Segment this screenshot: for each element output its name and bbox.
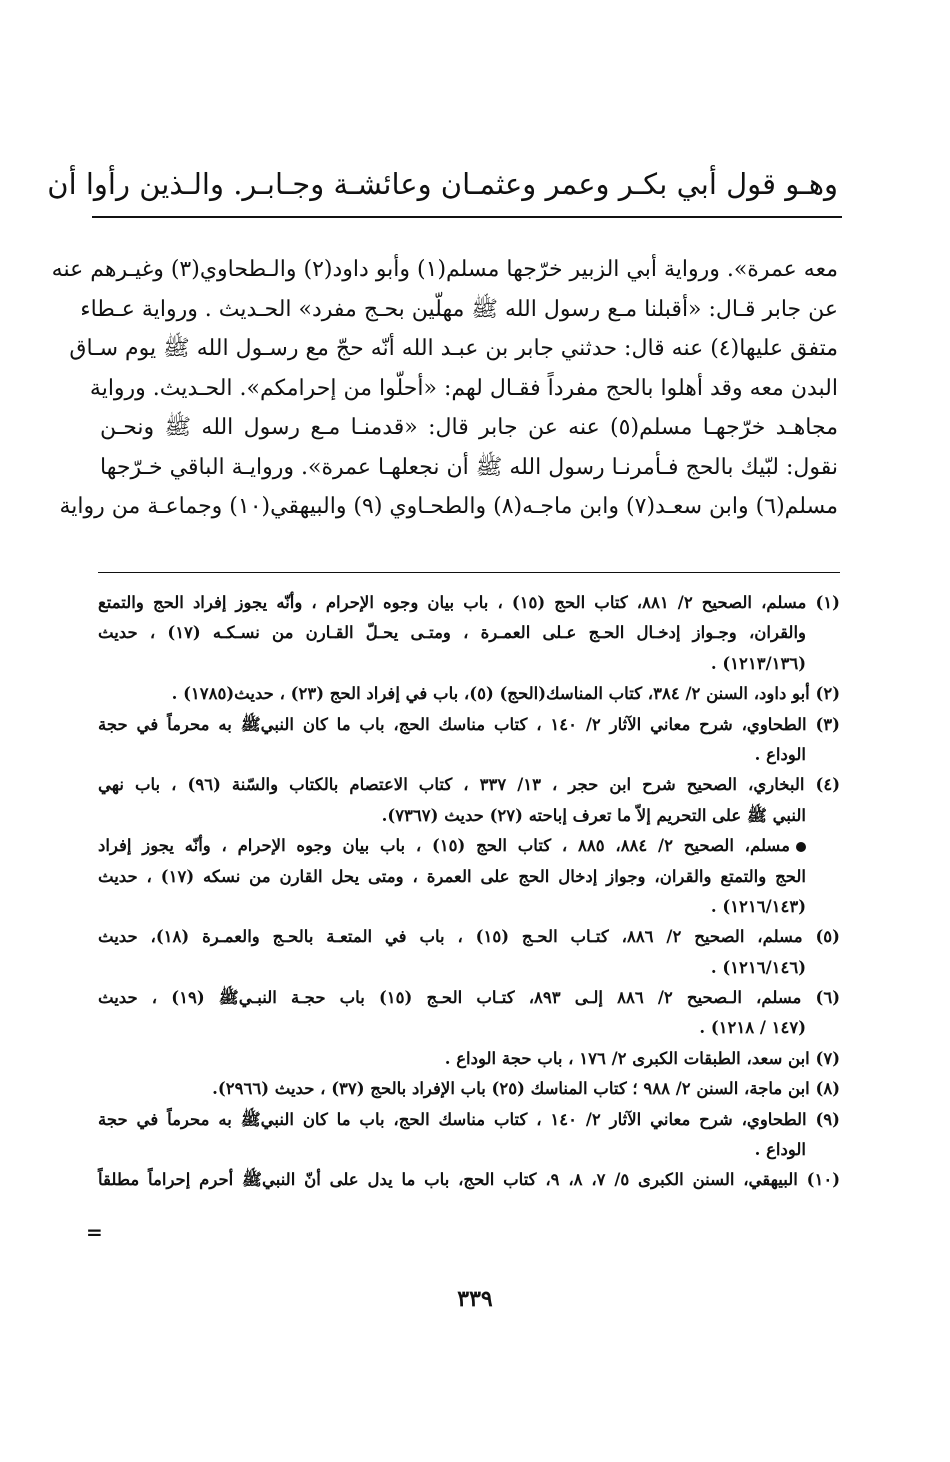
footnote-line: (١٢١٦/١٤٦) . [710, 957, 806, 977]
footnote-divider [98, 572, 840, 573]
body-line: البدن معه وقد أهلوا بالحج مفرداً فقـال لهم: «أحلّوا من إحرامكم». الحـديث. ورواية [89, 375, 838, 401]
footnote-line: (١٠) البيهقي، السنن الكبرى ٥/ ٧، ٨، ٩، كتاب الحج، باب ما يدل على أنّ النبيﷺ أحرم إحراماً مطلقاً [98, 1170, 840, 1190]
body-line: متفق عليها(٤) عنه قال: حدثني جابر بن عبـد الله أنّه حجّ مع رسـول الله ﷺ يوم سـاق [69, 336, 838, 361]
body-line: مجاهـد خرّجهـا مسلم(٥) عنه عن جابر قال: «قدمنـا مـع رسول الله ﷺ ونحـن [100, 415, 838, 440]
footnote-8 [98, 1074, 840, 1104]
footnote-line: الوداع . [754, 1140, 806, 1160]
footnote-2 [98, 679, 840, 709]
footnote-7 [98, 1044, 840, 1074]
footnote-line: (١٤٧ / ١٢١٨) . [699, 1018, 806, 1038]
body-line: مسلم(٦) وابن سعـد(٧) وابن ماجـه(٨) والطحـاوي (٩) والبيهقي(١٠) وجماعـة من رواية [59, 494, 838, 519]
footnote-line: مسلم، الصحيح ٢/ ٨٨٤، ٨٨٥ ، كتاب الحج (١٥) ، باب بيان وجوه الإحرام ، وأنّه يجوز إفراد [98, 831, 840, 861]
body-line: نقول: لبّيك بالحج فـأمرنـا رسول الله ﷺ أن نجعلهـا عمرة». وروايـة الباقي خـرّجها [100, 454, 838, 480]
header-divider [92, 216, 842, 218]
footnote-4-additional [98, 831, 840, 922]
footnote-line: (١) مسلم، الصحيح ٢/ ٨٨١، كتاب الحج (١٥) ، باب بيان وجوه الإحرام ، وأنّه يجوز إفراد الحج والتمتع [98, 593, 840, 612]
footnote-line: (١٢١٣/١٣٦) . [710, 653, 806, 673]
main-text [51, 250, 838, 527]
footnote-line: النبي ﷺ على التحريم إلاّ ما تعرف إباحته (٢٧) حديث (٧٣٦٧). [381, 805, 806, 825]
footnote-line: (٦) مسلم، الـصحيح ٢/ ٨٨٦ إلـى ٨٩٣، كتـاب الحـج (١٥) باب حجـة النبـيﷺ (١٩) ، حديث [98, 988, 841, 1008]
footnote-9 [98, 1105, 840, 1166]
body-line: عن جابر قـال: «أقبلنا مـع رسول الله ﷺ مهلّين بحـج مفرد» الحـديث . ورواية عـطاء [80, 296, 838, 322]
footnote-line: (١٢١٦/١٤٣) . [710, 896, 806, 916]
footnotes [98, 588, 840, 1196]
footnote-line: (٤) البخاري، الصحيح شرح ابن حجر ، ١٣/ ٣٣٧ ، كتاب الاعتصام بالكتاب والسّنة (٩٦) ، باب نهي [98, 775, 841, 795]
footnote-4 [98, 770, 840, 831]
footnote-line: الحج والتمتع والقران، وجواز إدخال الحج على العمرة ، ومتى يحل القارن من نسكه (١٧) ، حديث [98, 866, 806, 886]
footnote-1 [98, 588, 840, 679]
footnote-line: (٧) ابن سعد، الطبقات الكبرى ٢/ ١٧٦ ، باب حجة الوداع . [444, 1048, 840, 1068]
body-line: معه عمرة». ورواية أبي الزبير خرّجها مسلم(١) وأبو داود(٢) والـطحاوي(٣) وغيـرهم عنه [51, 257, 838, 282]
bullet-icon [796, 842, 806, 852]
footnote-line: الوداع . [754, 744, 806, 764]
footnote-10 [98, 1165, 840, 1195]
footnote-line: (٣) الطحاوي، شرح معاني الآثار ٢/ ١٤٠ ، كتاب مناسك الحج، باب ما كان النبيﷺ به محرماً في حجة [98, 714, 840, 734]
footnote-line: (٨) ابن ماجة، السنن ٢/ ٩٨٨ ؛ كتاب المناسك (٢٥) باب الإفراد بالحج (٣٧) ، حديث (٢٩٦٦). [212, 1079, 840, 1099]
running-header: وهـو قول أبي بكـر وعمر وعثمـان وعائشـة وجـابـر. والـذين رأوا أن [47, 167, 838, 201]
footnote-line: (٩) الطحاوي، شرح معاني الآثار ٢/ ١٤٠ ، كتاب مناسك الحج، باب ما كان النبيﷺ به محرماً في حجة [98, 1109, 840, 1129]
page-number: ٣٣٩ [457, 1286, 493, 1312]
footnote-line: (٥) مسلم، الصحيح ٢/ ٨٨٦، كتـاب الحـج (١٥) ، باب في المتعـة بالحـج والعمـرة (١٨)، حديث [98, 927, 840, 947]
footnote-6 [98, 983, 840, 1044]
footnote-line: (٢) أبو داود، السنن ٢/ ٣٨٤، كتاب المناسك(الحج) (٥)، باب في إفراد الحج (٢٣) ، حديث(١٧٨٥) . [171, 684, 840, 704]
footnote-3 [98, 710, 840, 771]
footnote-5 [98, 922, 840, 983]
continuation-mark: = [86, 1220, 103, 1244]
footnote-line: والقران، وجـواز إدخـال الحـج عـلى العمـرة ، ومتـى يحـلّ القـارن من نسـكـه (١٧) ، حديث [98, 623, 807, 643]
